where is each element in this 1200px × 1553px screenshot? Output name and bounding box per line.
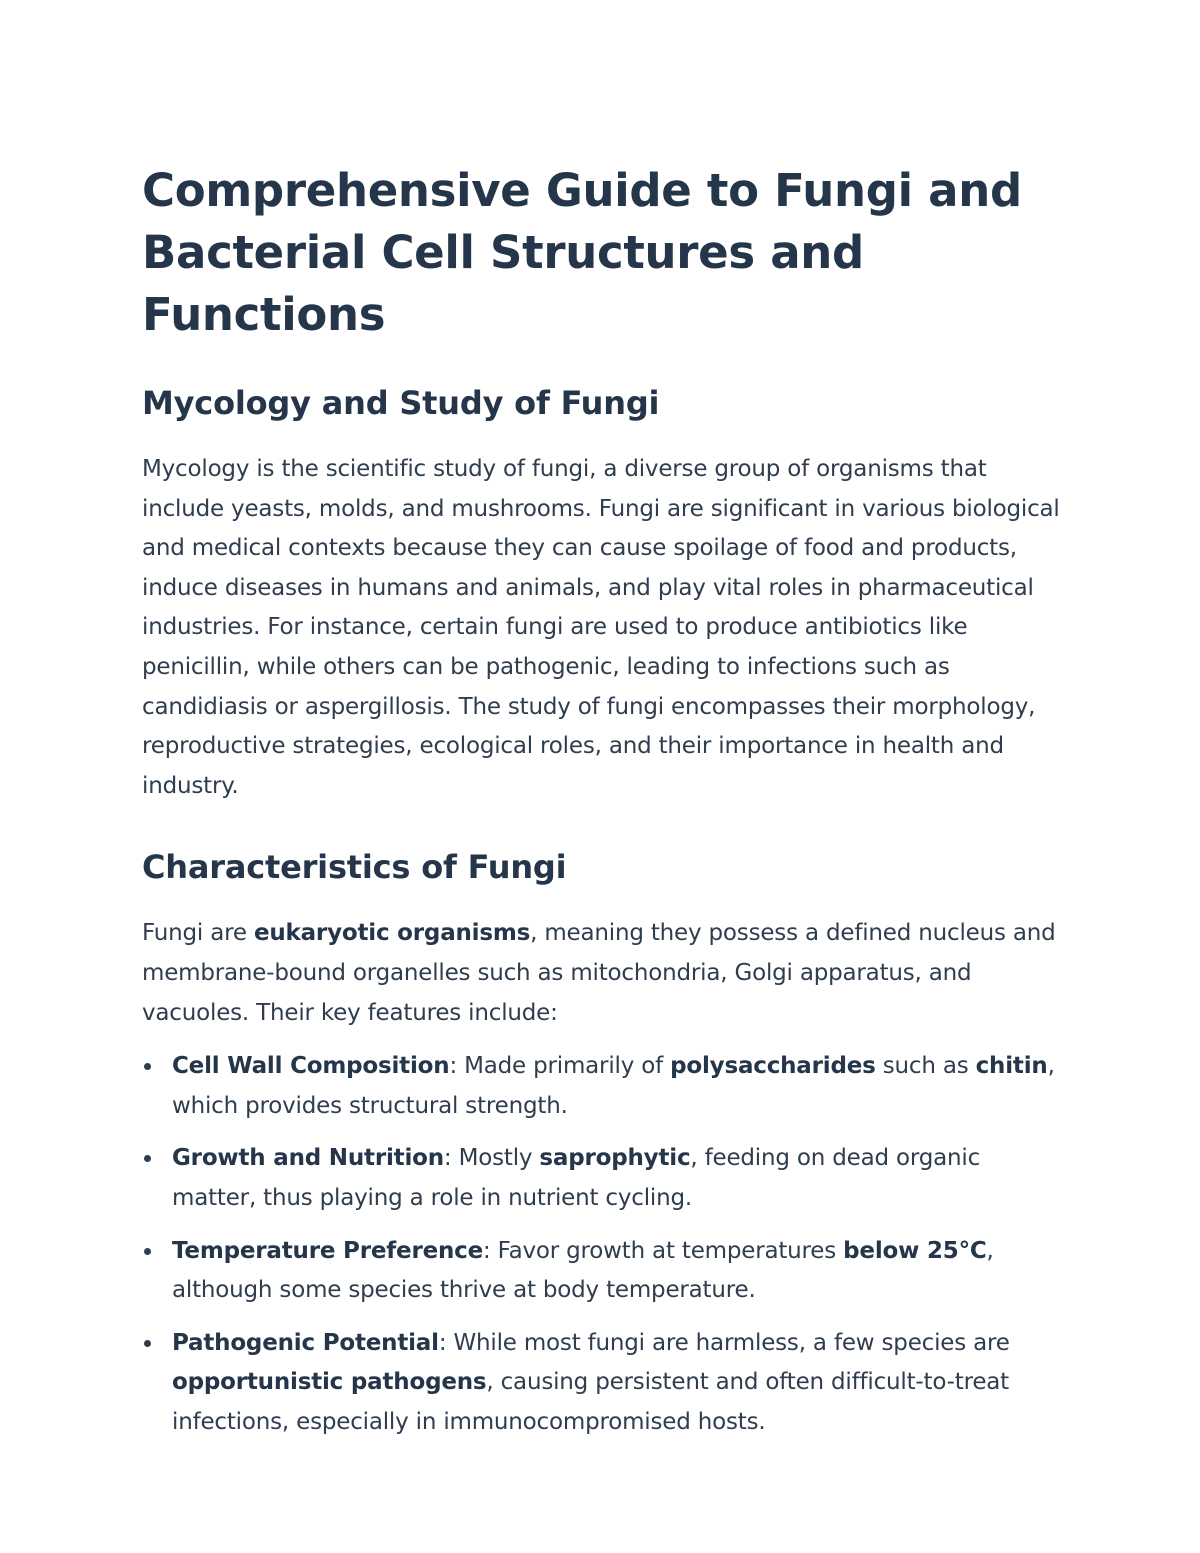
feature-bold-term: below 25°C [843, 1237, 987, 1264]
feature-text: , although some species thrive at body temperature. [172, 1237, 994, 1304]
feature-item-pathogenic [142, 1324, 1062, 1443]
feature-text: : Made primarily of [449, 1053, 671, 1080]
feature-bold-term: opportunistic pathogens [172, 1369, 487, 1396]
feature-bold-term: saprophytic [539, 1145, 691, 1172]
bullet-dot-icon [144, 1155, 151, 1162]
feature-bold-term: polysaccharides [670, 1053, 876, 1080]
feature-text: : While most fungi are harmless, a few species are [438, 1329, 1010, 1356]
bullet-dot-icon [144, 1248, 151, 1255]
bullet-dot-icon [144, 1340, 151, 1347]
document-title: Comprehensive Guide to Fungi and Bacterial Cell Structures and Functions [142, 164, 1022, 341]
feature-item-temperature [142, 1232, 1062, 1311]
feature-label: Growth and Nutrition [172, 1145, 444, 1172]
feature-text: such as [875, 1053, 976, 1080]
intro-bold-term: eukaryotic organisms [253, 920, 531, 947]
section-heading-mycology: Mycology and Study of Fungi [142, 384, 660, 422]
feature-text: : Favor growth at temperatures [483, 1237, 844, 1264]
feature-bold-term: chitin [975, 1053, 1048, 1080]
feature-label: Cell Wall Composition [172, 1053, 450, 1080]
feature-item-cell-wall [142, 1047, 1062, 1126]
section-intro-characteristics [142, 914, 1062, 1033]
intro-text-after: , meaning they possess a defined nucleus and membrane-bound organelles such as mitochondria, Golgi apparatus, and vacuoles. Their key features include: [142, 920, 1056, 1026]
feature-list [142, 1047, 1062, 1442]
intro-text-before: Fungi are [142, 920, 254, 947]
feature-label: Pathogenic Potential [172, 1329, 439, 1356]
bullet-dot-icon [144, 1063, 151, 1070]
section-heading-characteristics: Characteristics of Fungi [142, 848, 567, 887]
feature-text: , feeding on dead organic matter, thus playing a role in nutrient cycling. [172, 1145, 981, 1211]
document-page [142, 160, 1062, 1455]
feature-label: Temperature Preference [172, 1237, 483, 1264]
feature-text: , which provides structural strength. [172, 1053, 1055, 1119]
section-paragraph-mycology: Mycology is the scientific study of fungi, a diverse group of organisms that include yeasts, molds, and mushrooms. Fungi are significant in various biological and medical contexts because they can cause spoilage of food and products, induce diseases in humans and animals, and play vital roles in pharmaceutical industries. For instance, certain fungi are used to produce antibiotics like penicillin, while others can be pathogenic, leading to infections such as candidiasis or aspergillosis. The study of fungi encompasses their morphology, reproductive strategies, ecological roles, and their importance in health and industry. [142, 456, 1060, 799]
feature-text: , causing persistent and often difficult-to-treat infections, especially in immunocompromised hosts. [172, 1369, 1009, 1435]
feature-text: : Mostly [443, 1145, 540, 1172]
feature-item-growth [142, 1139, 1062, 1218]
